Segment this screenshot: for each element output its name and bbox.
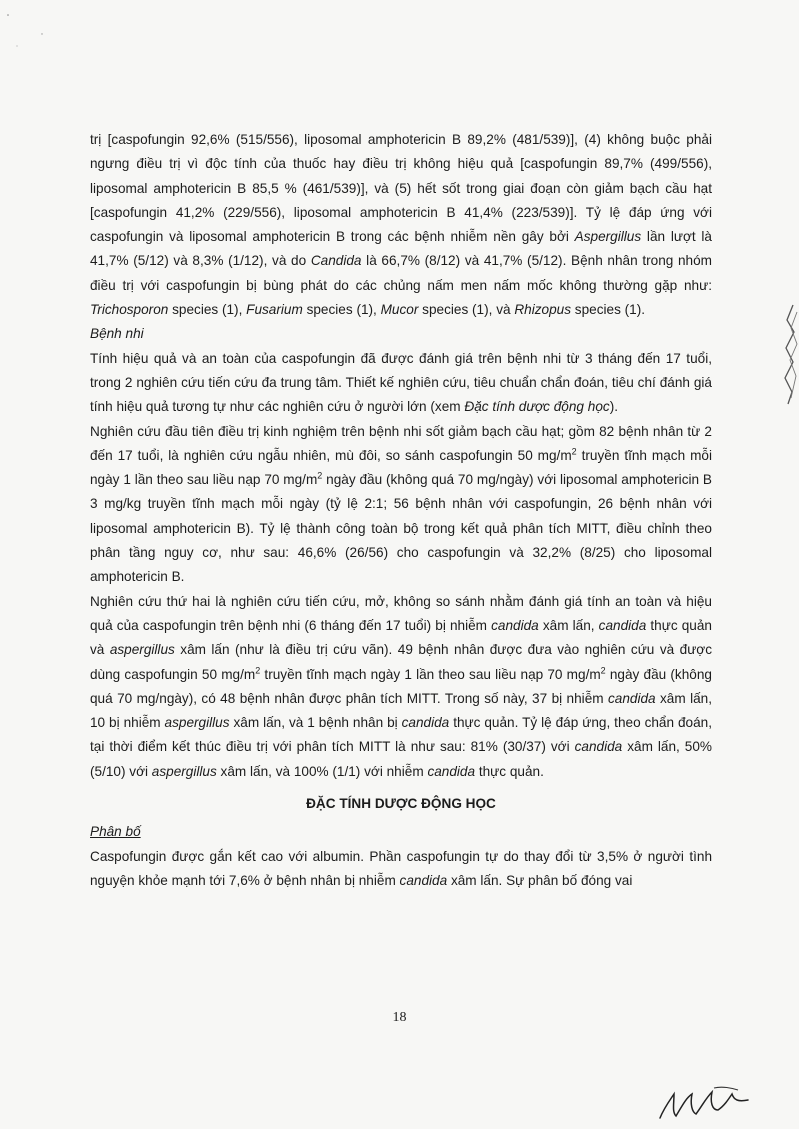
- text-run: Tính hiệu quả và an toàn của caspofungin đã được đánh giá trên bệnh nhi từ 3 tháng đến 17 tuổi, trong 2 nghiên cứu tiến cứu đa trung tâm. Thiết kế nghiên cứu, tiêu chuẩn chẩn đoán, tiêu chí đánh giá tính hiệu quả tương tự như các nghiên cứu ở người lớn (xem: [90, 350, 712, 415]
- text-run: candida: [598, 617, 647, 633]
- text-run: Caspofungin được gắn kết cao với albumin. Phần caspofungin tự do thay đổi từ 3,5% ở người tình nguyện khỏe mạnh tới 7,6% ở bệnh nhân bị nhiễm: [90, 848, 712, 888]
- text-run: Nghiên cứu đầu tiên điều trị kinh nghiệm trên bệnh nhi sốt giảm bạch cầu hạt; gồm 82 bệnh nhân từ 2 đến 17 tuổi, là nghiên cứu ngẫu nhiên, mù đôi, so sánh caspofungin 50 mg/m: [90, 423, 712, 463]
- paragraph-study2: [90, 590, 712, 784]
- text-run: species (1), và: [418, 302, 515, 318]
- text-run: xâm lấn (như là điều trị cứu vãn). 49 bệnh nhân được đưa vào nghiên cứu và được dùng caspofungin 50 mg/m: [90, 642, 713, 682]
- text-run: xâm lấn. Sự phân bố đóng vai: [447, 872, 633, 888]
- text-run: aspergillus: [109, 642, 175, 658]
- text-run: ).: [609, 399, 618, 415]
- text-run: 2: [255, 665, 261, 675]
- text-run: 2: [600, 665, 606, 675]
- paragraph-subhead-pediatric: [90, 322, 712, 346]
- paragraph-cont: [90, 128, 712, 322]
- text-run: species (1),: [168, 302, 247, 318]
- text-run: Đặc tính dược động học: [464, 399, 610, 415]
- text-run: candida: [399, 872, 448, 888]
- text-run: ngày đầu (không quá 70 mg/ngày) với liposomal amphotericin B 3 mg/kg truyền tĩnh mạch mỗi ngày (tỷ lệ 2:1; 56 bệnh nhân với caspofungin, 26 bệnh nhân với liposomal amphotericin B). Tỷ lệ thành công toàn bộ trong kết quả phân tích MITT, điều chỉnh theo phân tầng nguy cơ, như sau: 46,6% (26/56) cho caspofungin và 32,2% (8/25) cho liposomal amphotericin B.: [90, 472, 712, 585]
- text-run: Mucor: [380, 302, 419, 318]
- text-run: xâm lấn, và 100% (1/1) với nhiễm: [216, 763, 428, 779]
- text-run: Aspergillus: [574, 229, 642, 245]
- text-run: aspergillus: [164, 715, 230, 731]
- text-run: candida: [491, 617, 539, 633]
- text-run: thực quản.: [475, 763, 544, 779]
- text-run: ĐẶC TÍNH DƯỢC ĐỘNG HỌC: [306, 796, 496, 812]
- text-run: Nghiên cứu thứ hai là nghiên cứu tiến cứu, mở, không so sánh nhằm đánh giá tính an toàn và hiệu quả của caspofungin trên bệnh nhi (6 tháng đến 17 tuổi) bị nhiễm: [90, 593, 712, 633]
- stamp-edge-mark: [781, 300, 799, 410]
- text-run: là 66,7% (8/12) và 41,7% (5/12). Bệnh nhân trong nhóm điều trị với caspofungin bị bùng phát do các chủng nấm men nấm mốc không thường gặp như:: [90, 253, 712, 293]
- text-run: candida: [607, 690, 656, 706]
- text-run: Rhizopus: [514, 302, 572, 318]
- text-run: Fusarium: [246, 302, 303, 318]
- paragraph-heading-pk: [90, 792, 712, 816]
- signature-mark: [652, 1080, 762, 1125]
- body-text: [90, 128, 712, 893]
- text-run: lần lượt là 41,7% (5/12) và 8,3% (1/12), và do: [90, 229, 712, 269]
- paragraph-subhead-distribution: [90, 820, 712, 844]
- text-run: truyền tĩnh mạch ngày 1 lần theo sau liều nạp 70 mg/m: [260, 666, 601, 682]
- text-run: candida: [427, 763, 476, 779]
- text-run: xâm lấn, 50% (5/10) với: [90, 739, 713, 779]
- paragraph-distribution: [90, 845, 712, 894]
- scan-specks: [0, 0, 80, 60]
- text-run: thực quản. Tỷ lệ đáp ứng, theo chẩn đoán, tại thời điểm kết thúc điều trị với phân tích MITT là như sau: 81% (30/37) với: [90, 715, 713, 755]
- text-run: aspergillus: [151, 763, 217, 779]
- text-run: Trichosporon: [90, 302, 169, 318]
- text-run: species (1).: [571, 302, 646, 318]
- text-run: Candida: [310, 253, 362, 269]
- paragraph-study1: [90, 420, 712, 590]
- text-run: candida: [574, 739, 623, 755]
- text-run: xâm lấn, và 1 bệnh nhân bị: [229, 715, 402, 731]
- text-run: ngày đầu (không quá 70 mg/ngày), có 48 bệnh nhân được phân tích MITT. Trong số này, 37 bị nhiễm: [90, 666, 712, 706]
- text-run: xâm lấn,: [538, 617, 599, 633]
- text-run: 2: [317, 470, 323, 481]
- text-run: xâm lấn, 10 bị nhiễm: [90, 690, 713, 731]
- text-run: species (1),: [302, 302, 381, 318]
- page-number: 18: [392, 1010, 407, 1025]
- text-run: thực quản và: [90, 617, 712, 658]
- text-run: candida: [401, 715, 450, 731]
- paragraph-ped-intro: [90, 347, 712, 420]
- text-run: Phân bố: [90, 824, 141, 840]
- text-run: trị [caspofungin 92,6% (515/556), liposomal amphotericin B 89,2% (481/539)], (4) không buộc phải ngưng điều trị vì độc tính của thuốc hay điều trị không hiệu quả [caspofungin 89,7% (499/556), liposomal amphotericin B 85,5 % (461/539)], và (5) hết sốt trong giai đoạn còn giảm bạch cầu hạt [caspofungin 41,2% (229/556), liposomal amphotericin B 41,4% (223/539)]. Tỷ lệ đáp ứng với caspofungin và liposomal amphotericin B trong các bệnh nhiễm nền gây bởi: [90, 132, 712, 245]
- text-run: truyền tĩnh mạch mỗi ngày 1 lần theo sau liều nạp 70 mg/m: [90, 447, 712, 488]
- text-run: 2: [571, 446, 577, 457]
- text-run: Bệnh nhi: [90, 326, 144, 342]
